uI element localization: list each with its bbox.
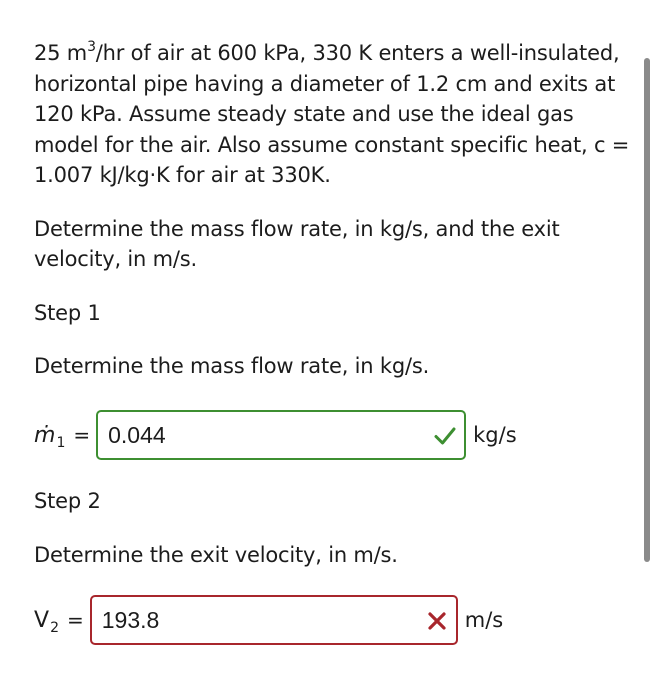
step-1-label: ṁ 1 = xyxy=(34,422,91,451)
cross-icon xyxy=(424,608,450,634)
step-2-title: Step 2 xyxy=(34,489,101,513)
step-1-task: Determine the mass flow rate, in kg/s. xyxy=(34,354,430,378)
step-1-answer-value: 0.044 xyxy=(108,421,166,448)
superscript: 3 xyxy=(87,39,96,55)
step-2-label: V 2 = xyxy=(34,607,84,636)
problem-content xyxy=(34,38,634,400)
step-2-content xyxy=(34,486,634,588)
step-1-answer-input[interactable] xyxy=(96,410,466,460)
step-1-title: Step 1 xyxy=(34,300,101,325)
step-2-answer-value: 193.8 xyxy=(101,606,160,633)
question-text: Determine the mass flow rate, in kg/s, and the exit velocity, in m/s. xyxy=(34,216,560,271)
step-2-answer-row xyxy=(34,595,503,645)
step-1-answer-row xyxy=(34,410,517,460)
problem-statement: 25 $m^3/hr$ of air at 600 kPa, 330 K enters a well-insulated, horizontal pipe having a diameter of 1.2 cm and exits at 120 kPa. Assume steady state and use the ideal gas model for the air. Also assume constant specific heat, c = 1.007 kJ/kg·K for air at 330K. xyxy=(34,39,630,187)
step-1-unit: kg/s xyxy=(473,423,517,447)
check-icon xyxy=(432,423,458,449)
step-2-answer-input[interactable] xyxy=(90,595,458,645)
step-2-task: Determine the exit velocity, in m/s. xyxy=(34,542,398,567)
vertical-scrollbar[interactable] xyxy=(644,58,650,562)
step-2-unit: m/s xyxy=(464,608,504,632)
